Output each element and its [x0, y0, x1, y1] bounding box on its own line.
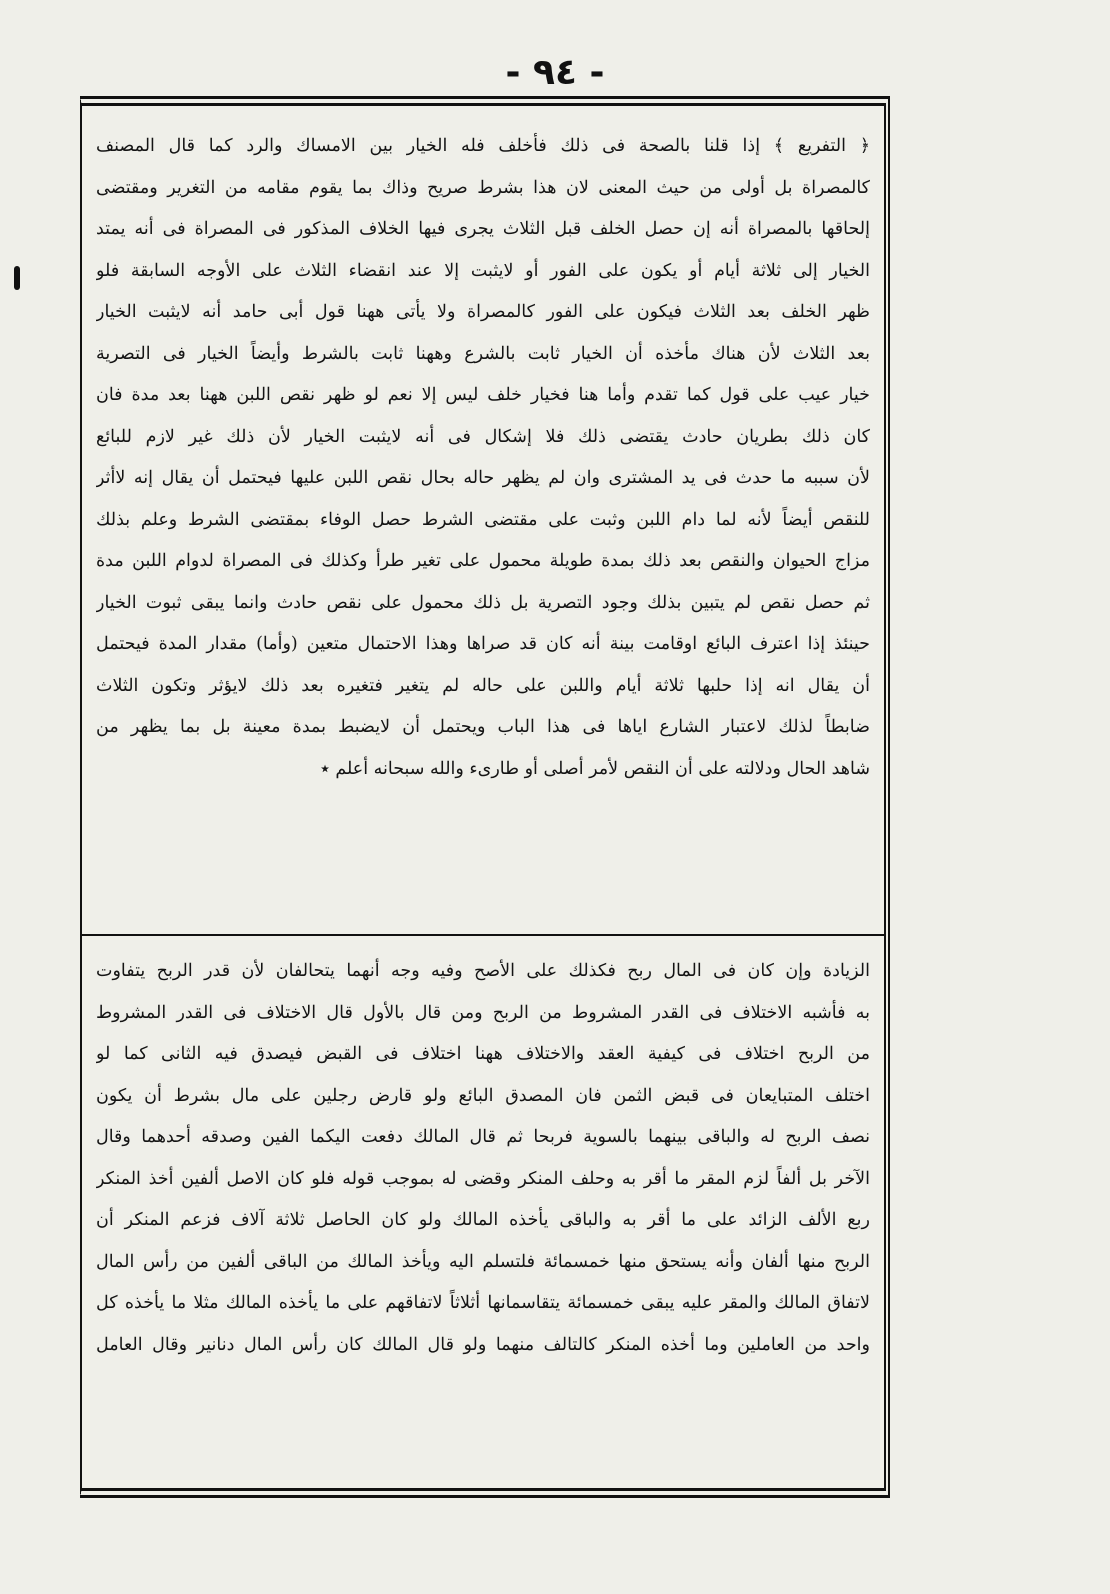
- text-line: إلحاقها بالمصراة أنه إن حصل الخلف قبل الثلاث يجرى فيها الخلاف المذكور فى المصراة فى أنه يمتد: [96, 219, 870, 239]
- text-line: شاهد الحال ودلالته على أن النقص لأمر أصلى أو طارىء والله سبحانه أعلم ٭: [320, 758, 870, 779]
- text-line: كان ذلك بطريان حادث يقتضى ذلك فلا إشكال فى أنه لايثبت الخيار لأن ذلك غير لازم للبائع: [96, 426, 870, 447]
- bottom-text-block: [96, 951, 870, 1481]
- text-line: حينئذ إذا اعترف البائع اوقامت بينة أنه كان قد صراها وهذا الاحتمال متعين (وأما) مقدار المدة فيحتمل: [96, 634, 870, 654]
- text-line: أن يقال انه إذا حلبها ثلاثة أيام واللبن على حاله لم يتغير فتغيره بعد ذلك لايؤثر وتكون الثلاث: [96, 675, 870, 696]
- text-line: ربع الألف الزائد على ما أقر به والباقى يأخذه المالك ولو كان الحاصل ثلاثة آلاف فزعم المنكر أن: [96, 1210, 870, 1230]
- margin-mark: [14, 266, 20, 290]
- text-line: لاتفاق المالك والمقر عليه يبقى خمسمائة يتقاسمانها أثلاثاً لاتفاقهم على ما يأخذه المالك مثلا ما يأخذه كل: [96, 1293, 870, 1313]
- section-divider: [82, 934, 884, 936]
- page-number: - ٩٤ -: [505, 52, 605, 93]
- text-line: ضابطاً لذلك لاعتبار الشارع اياها فى هذا الباب ويحتمل أن لايضبط بمدة معينة بل بما يظهر من: [96, 717, 870, 737]
- text-line: الخيار إلى ثلاثة أيام أو يكون على الفور أو لايثبت إلا عند انقضاء الثلاث على الأوجه السابقة فلو: [96, 260, 870, 281]
- text-line: به فأشبه الاختلاف فى القدر المشروط من الربح ومن قال بالأول قال الاختلاف فى القدر المشروط: [96, 1002, 870, 1023]
- text-line: ثم حصل نقص لم يتبين بذلك وجود التصرية بل ذلك محمول على نقص حادث وانما يبقى ثبوت الخيار: [96, 592, 870, 613]
- text-frame: [80, 96, 890, 1498]
- text-line: الزيادة وإن كان فى المال ربح فكذلك على الأصح وفيه وجه أنهما يتحالفان لأن قدر الربح يتفاوت: [96, 961, 870, 981]
- text-line: الآخر بل ألفاً لزم المقر ما أقر به وحلف المنكر وقضى له بموجب قوله فلو كان الاصل ألفين أخذ المنكر: [96, 1168, 870, 1189]
- text-line: اختلف المتبايعان فى قبض الثمن فان المصدق البائع ولو قارض رجلين على مال بشرط أن يكون: [96, 1085, 870, 1106]
- text-line: واحد من العاملين وما أخذه المنكر كالتالف منهما ولو قال المالك كان رأس المال دنانير وقال العامل: [96, 1334, 870, 1355]
- text-line: خيار عيب على قول كما تقدم وأما هنا فخيار خلف ليس إلا نعم لو ظهر نقص اللبن ههنا بعد مدة فان: [96, 385, 870, 405]
- top-text-block: [96, 126, 870, 926]
- text-line: نصف الربح له والباقى بينهما بالسوية فربحا ثم قال المالك دفعت اليكما الفين وصدقه أحدهما وقال: [96, 1127, 870, 1147]
- text-line: للنقص أيضاً لأنه لما دام اللبن وثبت على مقتضى الشرط حصل الوفاء بمقتضى الشرط وعلم بذلك: [96, 509, 870, 530]
- text-line: ظهر الخلف بعد الثلاث فيكون على الفور كالمصراة ولا يأتى ههنا قول أبى حامد أنه لايثبت الخيار: [96, 302, 870, 322]
- text-line: الربح منها ألفان وأنه يستحق منها خمسمائة فلتسلم اليه ويأخذ المالك من الباقى ألفين من رأس المال: [96, 1251, 870, 1272]
- text-line: من الربح اختلاف فى كيفية العقد والاختلاف ههنا اختلاف فى القبض فيصدق فيه الثانى كما لو: [96, 1044, 870, 1064]
- text-line: كالمصراة بل أولى من حيث المعنى لان هذا بشرط صريح وذاك بما يقوم مقامه من التغرير ومقتضى: [96, 177, 870, 198]
- text-line: لأن سببه ما حدث فى يد المشترى وان لم يظهر حاله بحال نقص اللبن عليها فيحتمل أن يقال إنه لاأثر: [96, 468, 870, 488]
- text-line: بعد الثلاث لأن هناك مأخذه أن الخيار ثابت بالشرع وههنا ثابت بالشرط وأيضاً الخيار فى التصرية: [96, 343, 870, 364]
- text-line: مزاج الحيوان والنقص بعد ذلك بمدة طويلة محمول على تغير طرأ وكذلك فى المصراة لدوام اللبن مدة: [96, 551, 870, 571]
- text-line: ﴿ التفريع ﴾ إذا قلنا بالصحة فى ذلك فأخلف فله الخيار بين الامساك والرد كما قال المصنف: [96, 136, 870, 156]
